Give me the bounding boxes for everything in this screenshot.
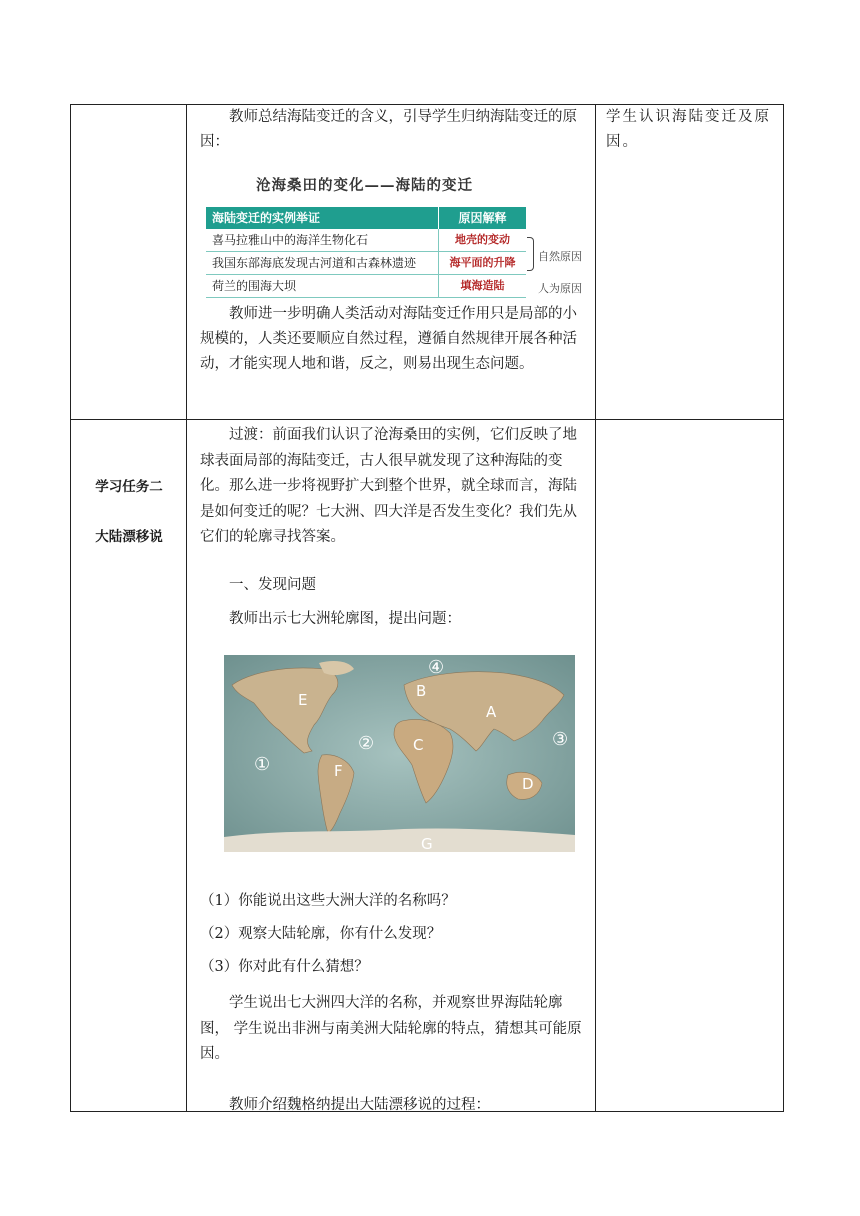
map-label-ocean-2: ②	[358, 733, 375, 754]
row2-heading: 一、发现问题	[229, 577, 316, 593]
figure-reason: 地壳的变动	[438, 229, 526, 251]
figure-row	[206, 275, 526, 298]
figure-header-reason: 原因解释	[438, 207, 526, 229]
sea-land-change-table	[206, 207, 526, 298]
row2-para4: 教师介绍魏格纳提出大陆漂移说的过程：	[229, 1097, 490, 1113]
row-divider	[71, 419, 783, 420]
column-divider	[186, 105, 187, 1111]
figure-row	[206, 252, 526, 275]
natural-cause-label: 自然原因	[538, 250, 582, 263]
map-label-ocean-3: ③	[552, 729, 569, 750]
world-continents-map	[224, 655, 575, 852]
map-label-d: D	[522, 775, 534, 793]
figure-example: 我国东部海底发现古河道和古森林遗迹	[212, 256, 417, 270]
question-1: （1）你能说出这些大洲大洋的名称吗？	[200, 893, 456, 909]
row2-para2: 教师出示七大洲轮廓图，提出问题：	[229, 611, 461, 627]
row1-note: 学生认识海陆变迁及原因。	[606, 109, 771, 150]
task-label	[71, 475, 187, 575]
figure-example: 喜马拉雅山中的海洋生物化石	[212, 233, 369, 247]
map-label-c: C	[413, 736, 424, 754]
map-label-b: B	[416, 682, 427, 700]
row1-para2: 教师进一步明确人类活动对海陆变迁作用只是局部的小规模的，人类还要顺应自然过程，遵循自然规律开展各种活动，才能实现人地和谐，反之，则易出现生态问题。	[200, 306, 577, 372]
task-label-line2: 大陆漂移说	[95, 529, 163, 545]
figure-reason: 填海造陆	[438, 275, 526, 297]
map-label-ocean-4: ④	[428, 657, 445, 678]
row2-para3: 学生说出七大洲四大洋的名称，并观察世界海陆轮廓图， 学生说出非洲与南美洲大陆轮廓的特点，猜想其可能原因。	[200, 995, 582, 1062]
column-divider	[595, 105, 596, 1111]
human-cause-label: 人为原因	[538, 282, 582, 295]
figure-header-example: 海陆变迁的实例举证	[212, 211, 321, 225]
map-label-ocean-1: ①	[254, 754, 271, 775]
natural-cause-brace	[527, 237, 534, 271]
figure-header-row	[206, 207, 526, 229]
row1-para1: 教师总结海陆变迁的含义，引导学生归纳海陆变迁的原因：	[200, 109, 577, 150]
map-label-a: A	[486, 703, 497, 721]
question-2: （2）观察大陆轮廓，你有什么发现？	[200, 926, 442, 942]
map-label-e: E	[298, 691, 308, 709]
figure-row	[206, 229, 526, 252]
question-3: （3）你对此有什么猜想？	[200, 959, 369, 975]
map-label-f: F	[334, 762, 343, 780]
task-label-line1: 学习任务二	[95, 479, 163, 495]
figure-reason: 海平面的升降	[438, 252, 526, 274]
map-label-g: G	[421, 835, 433, 852]
figure-example: 荷兰的围海大坝	[212, 279, 297, 293]
row2-para1: 过渡：前面我们认识了沧海桑田的实例，它们反映了地球表面局部的海陆变迁，古人很早就发现了这种海陆的变化。那么进一步将视野扩大到整个世界，就全球而言，海陆是如何变迁的呢？七大洲、四大洋是否发生变化？我们先从它们的轮廓寻找答案。	[200, 427, 577, 545]
figure-title: 沧海桑田的变化——海陆的变迁	[256, 177, 473, 194]
